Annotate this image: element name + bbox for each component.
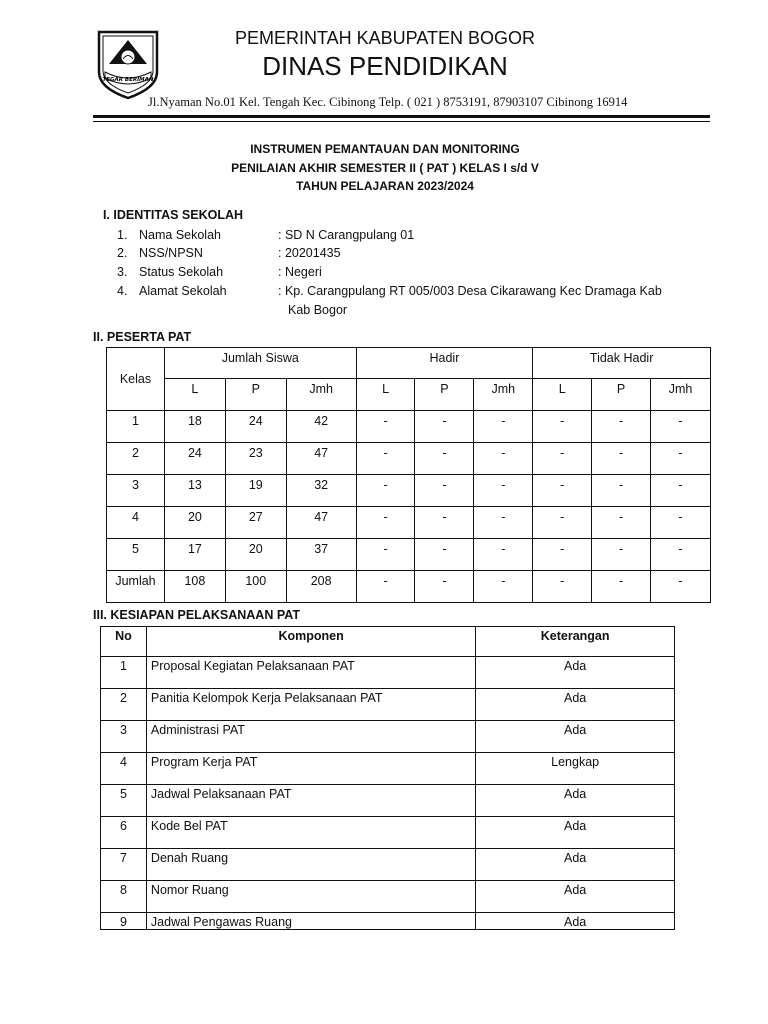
table-cell: -	[474, 571, 533, 603]
table-cell: -	[651, 411, 711, 443]
table-cell: -	[356, 507, 415, 539]
col-no-header: No	[101, 627, 147, 657]
table-cell: -	[533, 475, 592, 507]
table-row	[101, 657, 675, 689]
table-cell: -	[651, 571, 711, 603]
table-cell: 108	[164, 571, 225, 603]
table-cell: 18	[164, 411, 225, 443]
table-cell: 19	[225, 475, 286, 507]
table-row	[101, 689, 675, 721]
table-cell: Kode Bel PAT	[146, 817, 475, 849]
table-cell: 5	[101, 785, 147, 817]
sub-header: P	[415, 379, 474, 411]
table-cell: -	[356, 539, 415, 571]
table-cell: 4	[101, 753, 147, 785]
table-cell: 6	[101, 817, 147, 849]
table-cell: Program Kerja PAT	[146, 753, 475, 785]
table-cell: Ada	[476, 913, 675, 930]
table-cell: -	[592, 507, 651, 539]
table-cell: 24	[225, 411, 286, 443]
table-cell: -	[592, 475, 651, 507]
table-cell: -	[356, 443, 415, 475]
table-cell: -	[474, 475, 533, 507]
table-row	[101, 881, 675, 913]
group-header: Jumlah Siswa	[164, 348, 356, 379]
table-cell: 208	[286, 571, 356, 603]
table-row	[107, 443, 711, 475]
table-cell: -	[651, 475, 711, 507]
table-cell: 42	[286, 411, 356, 443]
table-cell: 8	[101, 881, 147, 913]
table-cell: -	[474, 507, 533, 539]
table-cell: -	[592, 411, 651, 443]
table-row	[107, 507, 711, 539]
table-row	[107, 539, 711, 571]
table-row	[101, 785, 675, 817]
table-cell: Nomor Ruang	[146, 881, 475, 913]
table-cell: 2	[107, 443, 165, 475]
table-cell: Ada	[476, 817, 675, 849]
table-cell: -	[533, 443, 592, 475]
table-cell: -	[356, 475, 415, 507]
kesiapan-table	[100, 626, 675, 930]
sub-header: Jmh	[286, 379, 356, 411]
table-cell: Ada	[476, 881, 675, 913]
peserta-table	[106, 347, 711, 603]
table-cell: Proposal Kegiatan Pelaksanaan PAT	[146, 657, 475, 689]
table-cell: -	[415, 571, 474, 603]
sub-header: Jmh	[474, 379, 533, 411]
table-row	[101, 721, 675, 753]
table-cell: -	[474, 443, 533, 475]
table-cell: 7	[101, 849, 147, 881]
table-cell: 5	[107, 539, 165, 571]
table-cell: Administrasi PAT	[146, 721, 475, 753]
table-cell: -	[415, 507, 474, 539]
agency-address: Jl.Nyaman No.01 Kel. Tengah Kec. Cibinong Telp. ( 021 ) 8753191, 87903107 Cibinong 16914	[148, 95, 628, 109]
table-row	[101, 817, 675, 849]
table-cell: Jumlah	[107, 571, 165, 603]
table-row	[107, 411, 711, 443]
table-cell: 23	[225, 443, 286, 475]
table-row	[107, 571, 711, 603]
table-cell: -	[651, 443, 711, 475]
table-cell: 1	[101, 657, 147, 689]
header-divider-thin	[93, 121, 710, 122]
table-cell: 4	[107, 507, 165, 539]
table-cell: Jadwal Pengawas Ruang	[146, 913, 475, 930]
table-cell: Ada	[476, 657, 675, 689]
agency-name: DINAS PENDIDIKAN	[262, 51, 508, 81]
sub-header: Jmh	[651, 379, 711, 411]
table-cell: -	[651, 507, 711, 539]
sub-header: L	[533, 379, 592, 411]
table-cell: 13	[164, 475, 225, 507]
table-cell: -	[356, 411, 415, 443]
table-cell: Ada	[476, 689, 675, 721]
table-cell: -	[415, 411, 474, 443]
table-cell: Ada	[476, 721, 675, 753]
section-identitas-heading: I. IDENTITAS SEKOLAH	[103, 208, 244, 222]
table-cell: -	[533, 539, 592, 571]
col-komponen-header: Komponen	[146, 627, 475, 657]
table-cell: -	[356, 571, 415, 603]
doc-title-3: TAHUN PELAJARAN 2023/2024	[296, 179, 474, 193]
group-header: Tidak Hadir	[533, 348, 711, 379]
table-cell: 1	[107, 411, 165, 443]
doc-title-2: PENILAIAN AKHIR SEMESTER II ( PAT ) KELAS I s/d V	[231, 161, 539, 175]
sub-header: L	[356, 379, 415, 411]
table-row	[107, 475, 711, 507]
table-cell: 100	[225, 571, 286, 603]
col-kelas-header: Kelas	[107, 348, 165, 411]
table-cell: -	[533, 571, 592, 603]
table-cell: 24	[164, 443, 225, 475]
table-cell: -	[474, 411, 533, 443]
table-cell: 27	[225, 507, 286, 539]
header-divider-thick	[93, 115, 710, 118]
sub-header: P	[592, 379, 651, 411]
table-row	[101, 913, 675, 930]
table-cell: Ada	[476, 785, 675, 817]
table-cell: 37	[286, 539, 356, 571]
table-cell: 17	[164, 539, 225, 571]
alamat-continuation: Kab Bogor	[288, 303, 348, 317]
table-cell: 3	[101, 721, 147, 753]
table-row	[101, 849, 675, 881]
table-cell: Panitia Kelompok Kerja Pelaksanaan PAT	[146, 689, 475, 721]
sub-header: P	[225, 379, 286, 411]
table-cell: -	[415, 539, 474, 571]
table-cell: 20	[164, 507, 225, 539]
table-cell: Denah Ruang	[146, 849, 475, 881]
table-cell: -	[474, 539, 533, 571]
table-cell: Ada	[476, 849, 675, 881]
table-cell: -	[651, 539, 711, 571]
table-cell: Lengkap	[476, 753, 675, 785]
table-cell: -	[533, 507, 592, 539]
table-cell: 47	[286, 443, 356, 475]
table-cell: -	[415, 475, 474, 507]
logo-motto: TEGAR BERIMAN	[102, 77, 154, 83]
group-header: Hadir	[356, 348, 533, 379]
table-cell: 2	[101, 689, 147, 721]
table-cell: 32	[286, 475, 356, 507]
col-keterangan-header: Keterangan	[476, 627, 675, 657]
table-cell: 20	[225, 539, 286, 571]
section-kesiapan-heading: III. KESIAPAN PELAKSANAAN PAT	[93, 608, 300, 622]
doc-title-1: INSTRUMEN PEMANTAUAN DAN MONITORING	[250, 142, 520, 156]
table-cell: -	[592, 443, 651, 475]
table-cell: 3	[107, 475, 165, 507]
government-name: PEMERINTAH KABUPATEN BOGOR	[234, 28, 536, 48]
table-cell: -	[592, 571, 651, 603]
table-row	[101, 753, 675, 785]
table-cell: -	[415, 443, 474, 475]
section-peserta-heading: II. PESERTA PAT	[93, 330, 192, 344]
table-cell: 9	[101, 913, 147, 930]
table-cell: Jadwal Pelaksanaan PAT	[146, 785, 475, 817]
table-cell: 47	[286, 507, 356, 539]
table-cell: -	[592, 539, 651, 571]
sub-header: L	[164, 379, 225, 411]
table-cell: -	[533, 411, 592, 443]
